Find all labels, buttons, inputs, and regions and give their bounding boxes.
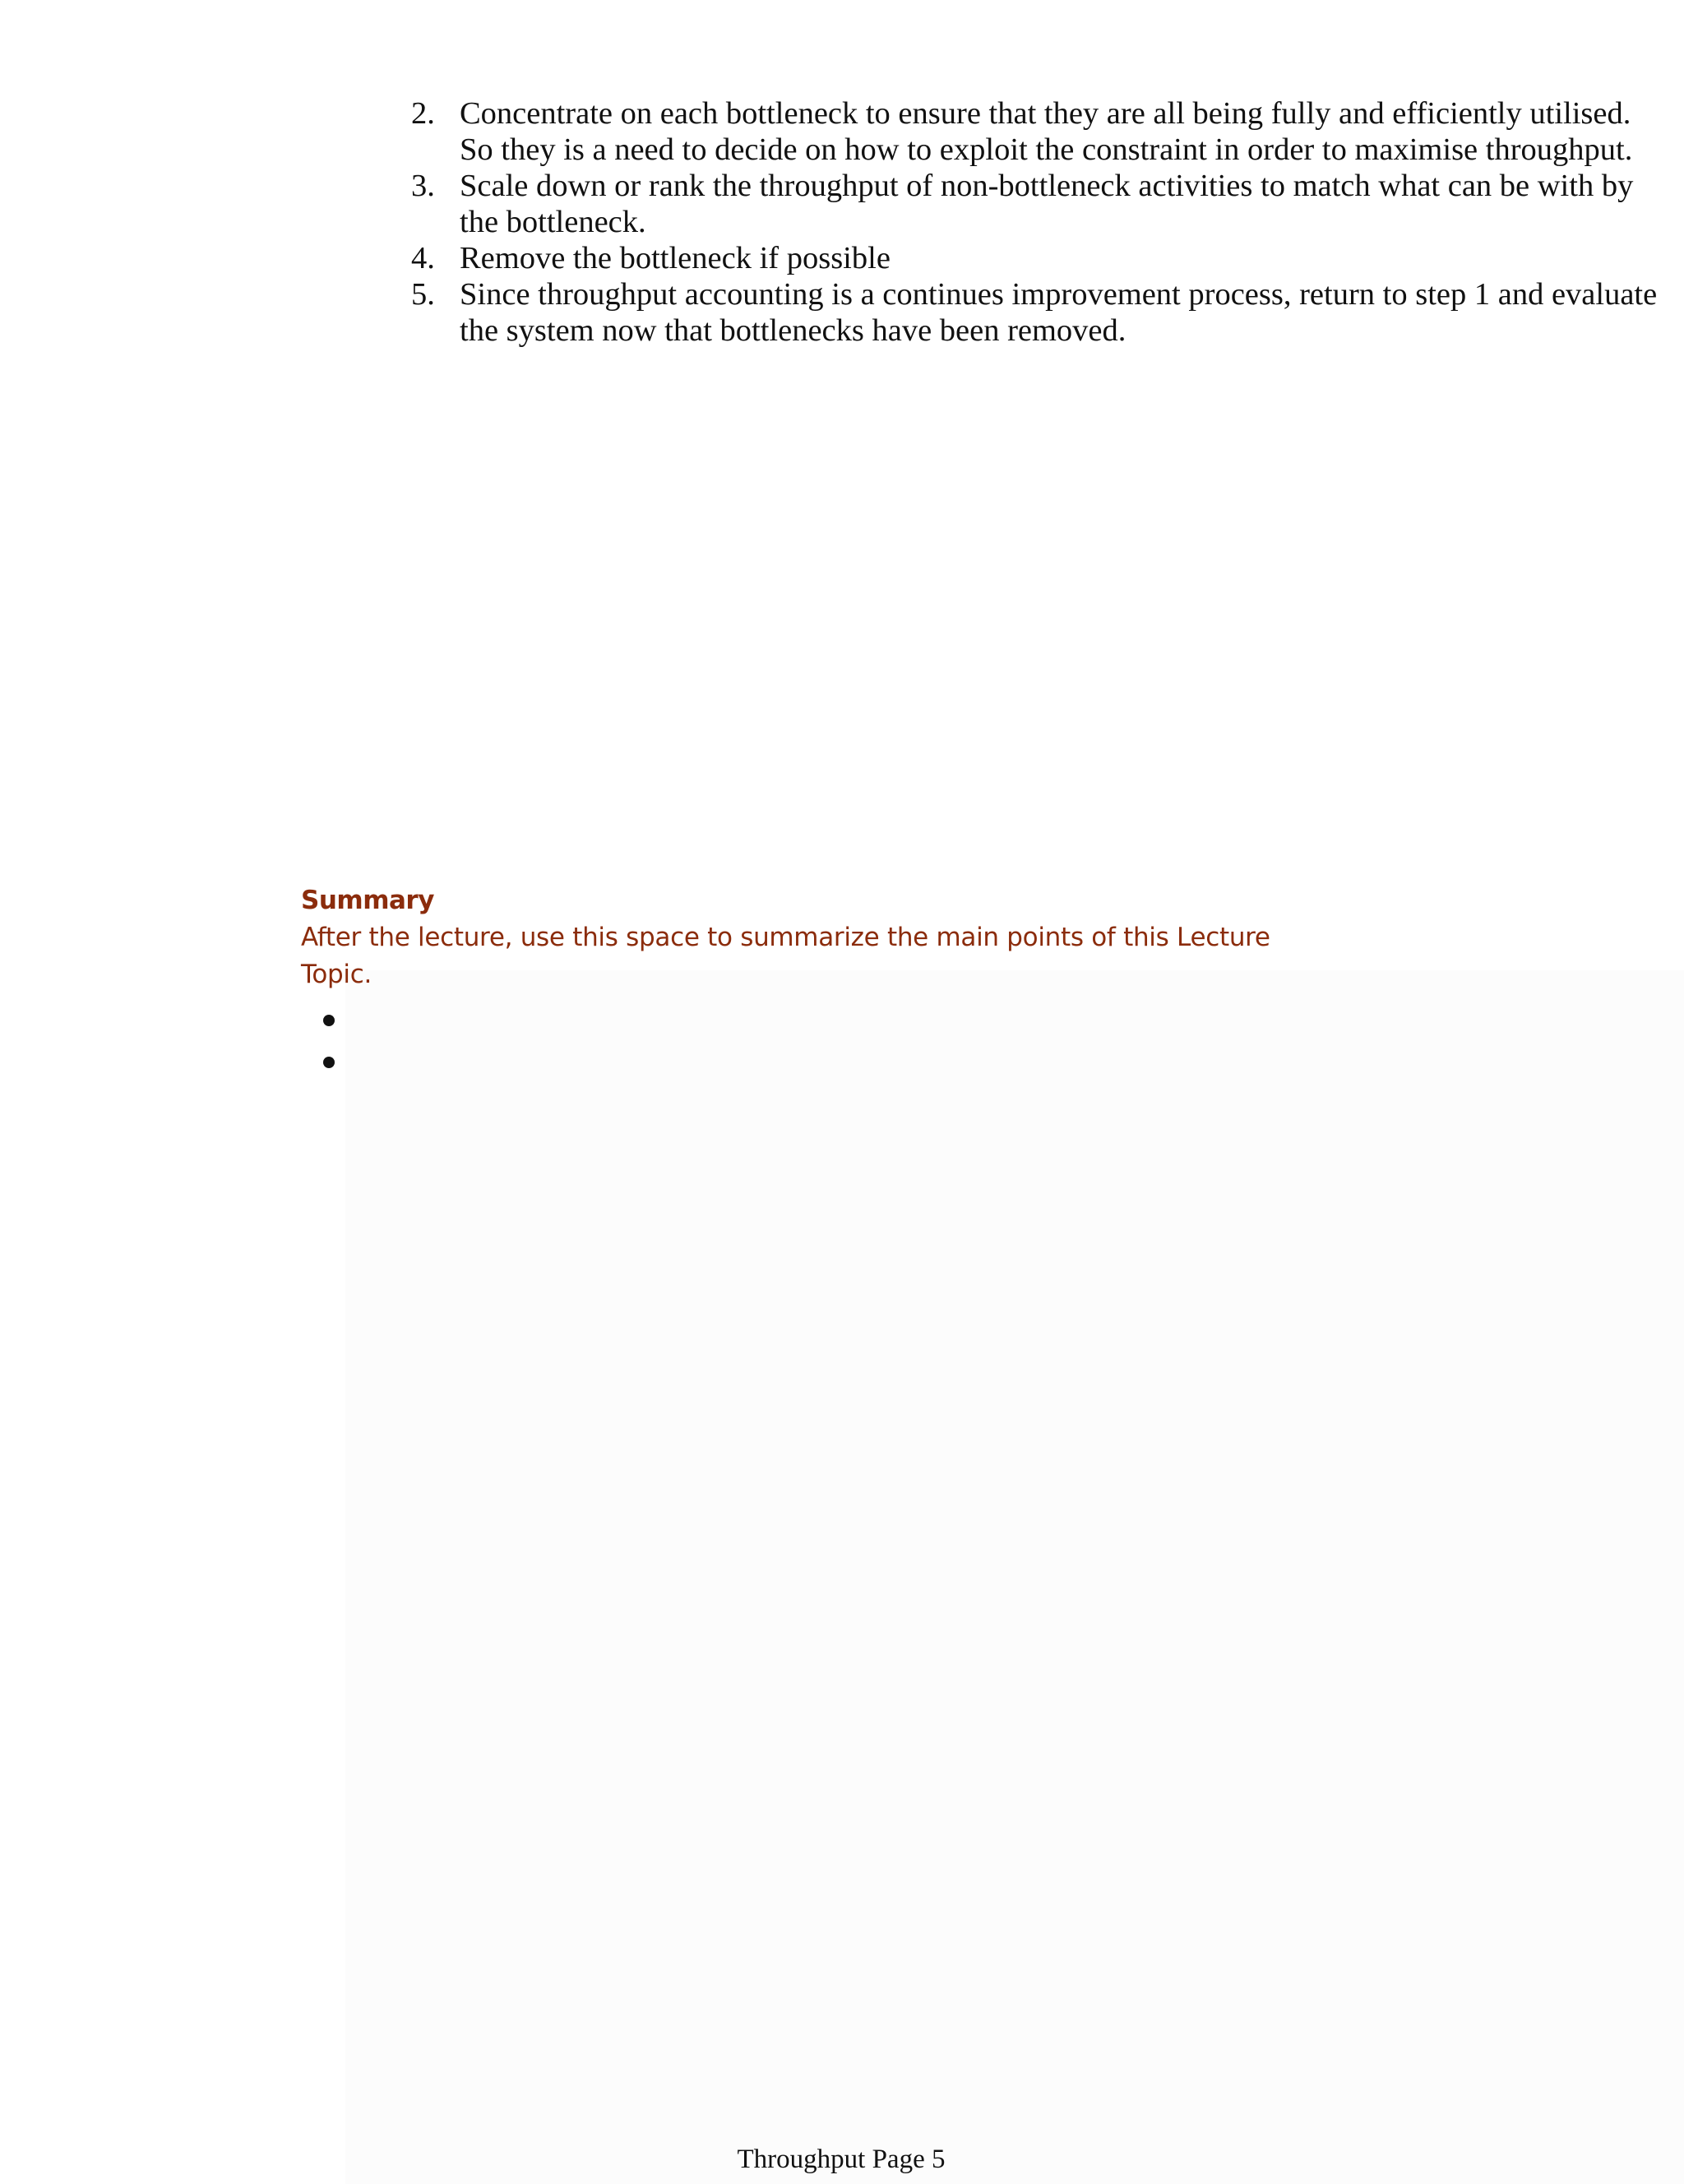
list-item-text: Scale down or rank the throughput of non-bottleneck activities to match what can be with by the bottleneck. [460, 169, 1634, 239]
summary-section [301, 881, 1370, 993]
summary-bullet-item[interactable] [323, 1008, 340, 1050]
summary-bullet-list[interactable] [323, 1008, 340, 1092]
list-item-number: 3. [411, 169, 435, 203]
list-item-number: 4. [411, 241, 435, 275]
bullet-icon [323, 1015, 335, 1026]
list-item [403, 276, 1661, 349]
notes-area[interactable] [345, 970, 1684, 2184]
list-item-text: Remove the bottleneck if possible [460, 241, 891, 275]
steps-list [403, 95, 1661, 349]
summary-bullet-item[interactable] [323, 1050, 340, 1092]
list-item-text: Concentrate on each bottleneck to ensure that they are all being fully and efficiently utilised. So they is a need to decide on how to exploit the constraint in order to maximise throughput. [460, 96, 1633, 167]
list-item [403, 168, 1661, 240]
summary-heading: Summary [301, 886, 434, 915]
page-footer [0, 2143, 1684, 2176]
list-item [403, 95, 1661, 168]
summary-instruction: After the lecture, use this space to summarize the main points of this Lecture Topic. [301, 923, 1270, 989]
list-item [403, 240, 1661, 276]
list-item-number: 2. [411, 96, 435, 131]
footer-page-label: Throughput Page 5 [737, 2145, 946, 2174]
bullet-icon [323, 1057, 335, 1068]
list-item-number: 5. [411, 277, 435, 312]
list-item-text: Since throughput accounting is a continues improvement process, return to step 1 and evaluate the system now that bottlenecks have been removed. [460, 277, 1658, 348]
